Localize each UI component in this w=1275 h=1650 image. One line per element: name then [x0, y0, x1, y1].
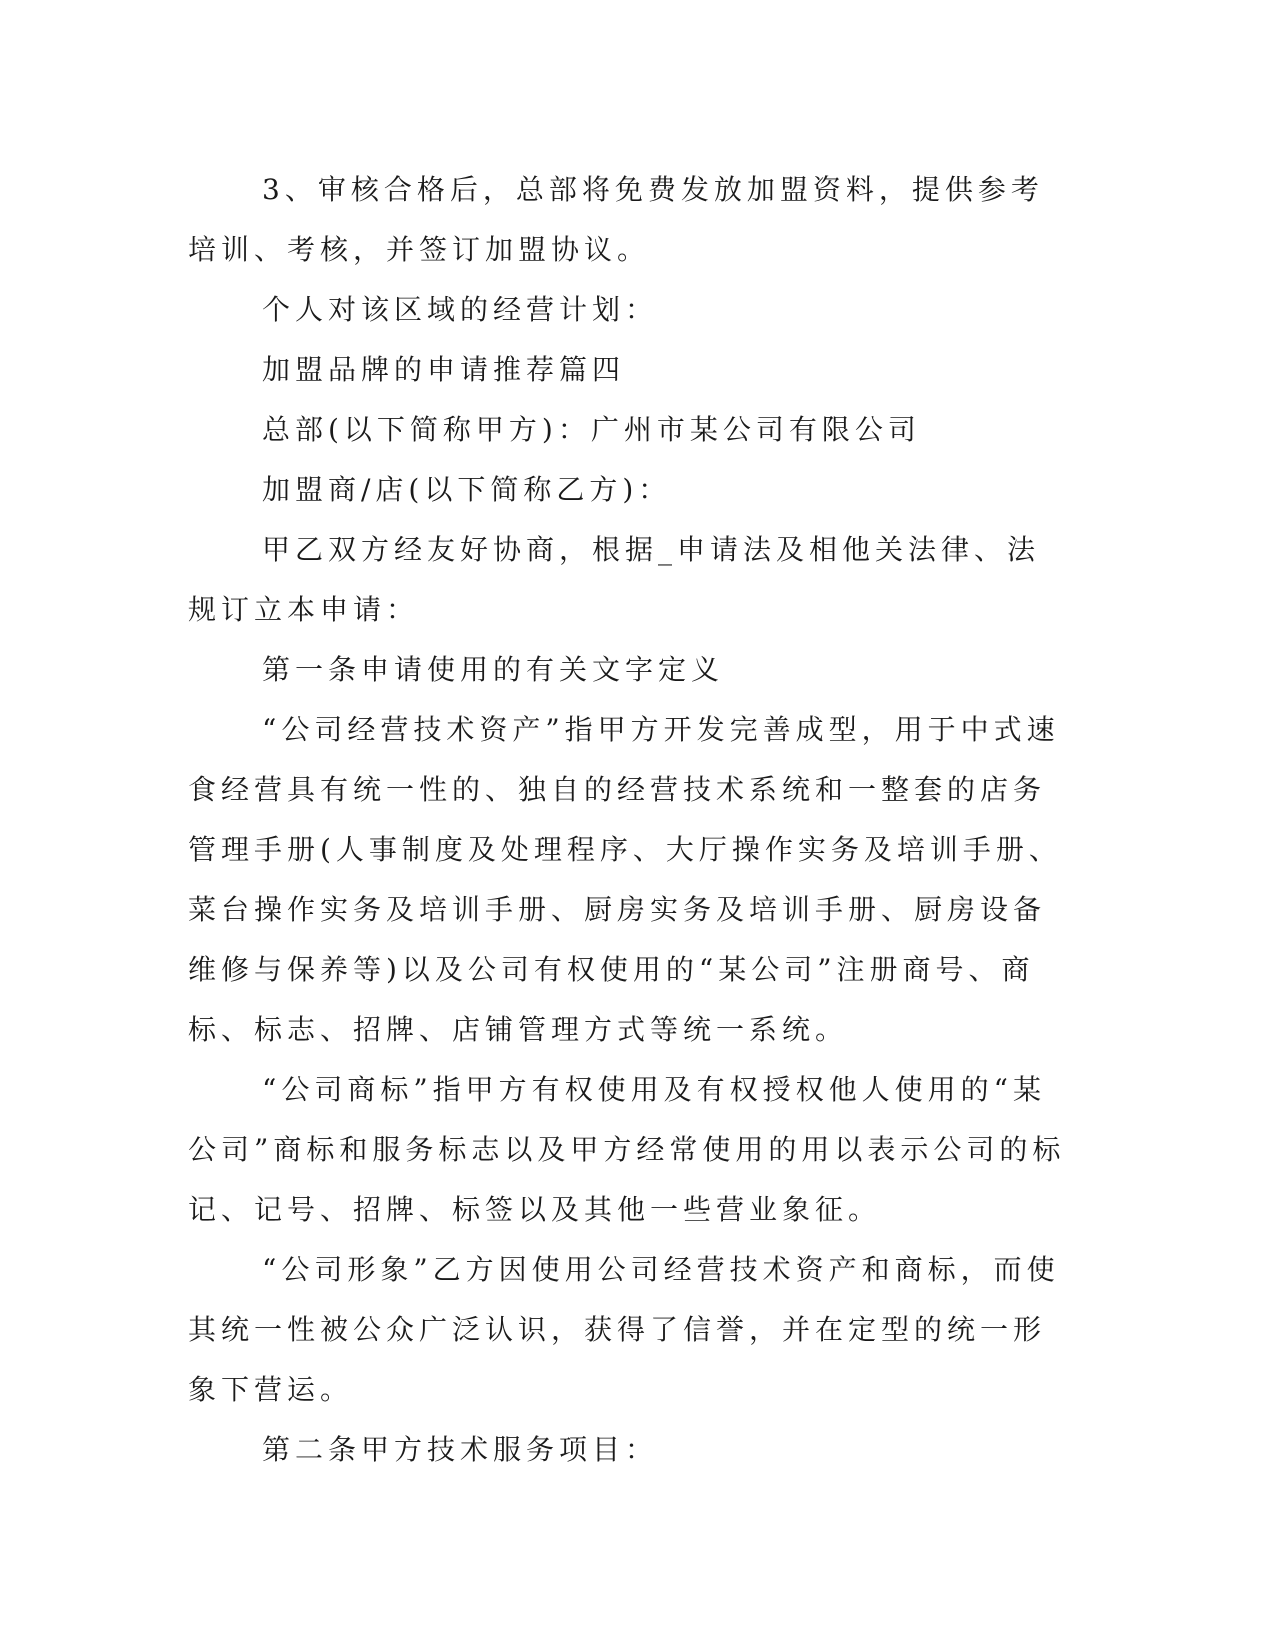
paragraph-article-one-title: 第一条申请使用的有关文字定义: [262, 653, 725, 686]
paragraph-business-plan: 个人对该区域的经营计划：: [262, 293, 659, 326]
paragraph-definition-tech-assets: “公司经营技术资产”指甲方开发完善成型，用于中式速食经营具有统一性的、独自的经营技术系统和一整套的店务管理手册(人事制度及处理程序、大厅操作实务及培训手册、菜台操作实务及培训手册、厨房实务及培训手册、厨房设备维修与保养等)以及公司有权使用的“某公司”注册商号、商标、标志、招牌、店铺管理方式等统一系统。: [188, 713, 1062, 1046]
paragraph-definition-trademark: “公司商标”指甲方有权使用及有权授权他人使用的“某公司”商标和服务标志以及甲方经常使用的用以表示公司的标记、记号、招牌、标签以及其他一些营业象征。: [188, 1073, 1066, 1226]
paragraph-section-heading: 加盟品牌的申请推荐篇四: [262, 353, 626, 386]
paragraph-article-two-title: 第二条甲方技术服务项目：: [262, 1433, 659, 1466]
document-body: [188, 160, 1068, 1480]
paragraph-review-approval: 3、审核合格后，总部将免费发放加盟资料，提供参考培训、考核，并签订加盟协议。: [188, 173, 1044, 266]
paragraph-definition-image: “公司形象”乙方因使用公司经营技术资产和商标，而使其统一性被公众广泛认识，获得了信誉，并在定型的统一形象下营运。: [188, 1253, 1060, 1406]
paragraph-party-a: 总部(以下简称甲方)：广州市某公司有限公司: [262, 413, 921, 446]
paragraph-party-b: 加盟商/店(以下简称乙方)：: [262, 473, 672, 506]
paragraph-agreement-basis: 甲乙双方经友好协商，根据_申请法及相他关法律、法规订立本申请：: [188, 533, 1041, 626]
